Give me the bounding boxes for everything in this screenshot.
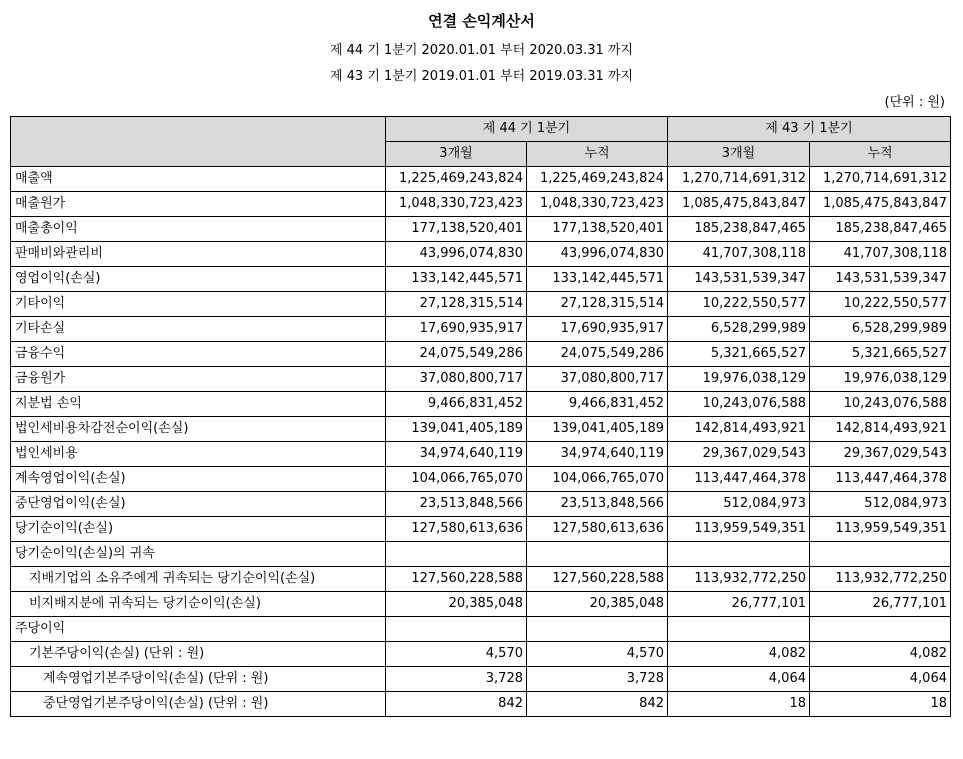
row-label: 주당이익: [11, 617, 386, 642]
value-cell: 1,270,714,691,312: [668, 167, 810, 192]
value-cell: 29,367,029,543: [810, 442, 951, 467]
value-cell: 127,560,228,588: [527, 567, 668, 592]
value-cell: 10,222,550,577: [668, 292, 810, 317]
row-label: 판매비와관리비: [11, 242, 386, 267]
current-cumulative-header: 누적: [527, 142, 668, 167]
value-cell: 10,243,076,588: [810, 392, 951, 417]
value-cell: 5,321,665,527: [810, 342, 951, 367]
table-row: [11, 617, 951, 642]
value-cell: 27,128,315,514: [386, 292, 527, 317]
value-cell: 113,932,772,250: [668, 567, 810, 592]
value-cell: 26,777,101: [668, 592, 810, 617]
unit-label: (단위 : 원): [884, 95, 945, 110]
row-label: 계속영업이익(손실): [11, 467, 386, 492]
prior-period-header: 제 43 기 1분기: [668, 117, 951, 142]
value-cell: 127,580,613,636: [527, 517, 668, 542]
row-label: 기본주당이익(손실) (단위 : 원): [11, 642, 386, 667]
value-cell: 1,085,475,843,847: [810, 192, 951, 217]
value-cell: 1,048,330,723,423: [527, 192, 668, 217]
value-cell: 43,996,074,830: [386, 242, 527, 267]
value-cell: 19,976,038,129: [668, 367, 810, 392]
value-cell: 3,728: [386, 667, 527, 692]
value-cell: [668, 542, 810, 567]
value-cell: 113,932,772,250: [810, 567, 951, 592]
value-cell: 139,041,405,189: [386, 417, 527, 442]
row-label: 지분법 손익: [11, 392, 386, 417]
value-cell: 127,580,613,636: [386, 517, 527, 542]
value-cell: 104,066,765,070: [527, 467, 668, 492]
row-label: 영업이익(손실): [11, 267, 386, 292]
value-cell: 6,528,299,989: [668, 317, 810, 342]
table-row: [11, 567, 951, 592]
value-cell: [668, 617, 810, 642]
table-row: [11, 642, 951, 667]
row-label: 금융원가: [11, 367, 386, 392]
value-cell: 18: [810, 692, 951, 717]
value-cell: 6,528,299,989: [810, 317, 951, 342]
value-cell: 1,270,714,691,312: [810, 167, 951, 192]
value-cell: 512,084,973: [810, 492, 951, 517]
table-row: [11, 242, 951, 267]
prior-period-text: 제 43 기 1분기 2019.01.01 부터 2019.03.31 까지: [329, 69, 634, 84]
value-cell: 34,974,640,119: [527, 442, 668, 467]
table-row: [11, 167, 951, 192]
value-cell: 4,570: [386, 642, 527, 667]
value-cell: [527, 617, 668, 642]
row-label: 중단영업기본주당이익(손실) (단위 : 원): [11, 692, 386, 717]
value-cell: 20,385,048: [386, 592, 527, 617]
value-cell: 19,976,038,129: [810, 367, 951, 392]
value-cell: 24,075,549,286: [527, 342, 668, 367]
value-cell: 9,466,831,452: [527, 392, 668, 417]
table-row: [11, 367, 951, 392]
value-cell: 41,707,308,118: [668, 242, 810, 267]
value-cell: [386, 542, 527, 567]
row-label: 매출원가: [11, 192, 386, 217]
value-cell: 143,531,539,347: [668, 267, 810, 292]
value-cell: 133,142,445,571: [527, 267, 668, 292]
table-row: [11, 392, 951, 417]
value-cell: 185,238,847,465: [810, 217, 951, 242]
value-cell: 133,142,445,571: [386, 267, 527, 292]
table-row: [11, 192, 951, 217]
row-label: 당기순이익(손실): [11, 517, 386, 542]
row-label: 법인세비용차감전순이익(손실): [11, 417, 386, 442]
table-row: [11, 492, 951, 517]
value-cell: 43,996,074,830: [527, 242, 668, 267]
statement-title: 연결 손익계산서: [428, 12, 535, 30]
value-cell: 1,048,330,723,423: [386, 192, 527, 217]
value-cell: 18: [668, 692, 810, 717]
current-3month-header: 3개월: [386, 142, 527, 167]
value-cell: [386, 617, 527, 642]
value-cell: 23,513,848,566: [386, 492, 527, 517]
value-cell: 185,238,847,465: [668, 217, 810, 242]
table-row: [11, 692, 951, 717]
value-cell: 113,447,464,378: [810, 467, 951, 492]
table-row: [11, 317, 951, 342]
table-row: [11, 417, 951, 442]
value-cell: 3,728: [527, 667, 668, 692]
row-label: 지배기업의 소유주에게 귀속되는 당기순이익(손실): [11, 567, 386, 592]
value-cell: 23,513,848,566: [527, 492, 668, 517]
row-label: 매출총이익: [11, 217, 386, 242]
value-cell: 113,447,464,378: [668, 467, 810, 492]
value-cell: 4,064: [668, 667, 810, 692]
value-cell: 17,690,935,917: [386, 317, 527, 342]
value-cell: 24,075,549,286: [386, 342, 527, 367]
value-cell: 4,082: [668, 642, 810, 667]
value-cell: 10,243,076,588: [668, 392, 810, 417]
value-cell: 143,531,539,347: [810, 267, 951, 292]
value-cell: 113,959,549,351: [668, 517, 810, 542]
value-cell: 26,777,101: [810, 592, 951, 617]
value-cell: 842: [527, 692, 668, 717]
row-label: 기타손실: [11, 317, 386, 342]
value-cell: 20,385,048: [527, 592, 668, 617]
row-label: 매출액: [11, 167, 386, 192]
table-row: [11, 667, 951, 692]
value-cell: 1,085,475,843,847: [668, 192, 810, 217]
row-label: 계속영업기본주당이익(손실) (단위 : 원): [11, 667, 386, 692]
value-cell: 142,814,493,921: [668, 417, 810, 442]
value-cell: 41,707,308,118: [810, 242, 951, 267]
row-label: 기타이익: [11, 292, 386, 317]
group-header-row: [11, 117, 951, 142]
row-label: 법인세비용: [11, 442, 386, 467]
table-row: [11, 442, 951, 467]
prior-3month-header: 3개월: [668, 142, 810, 167]
value-cell: 104,066,765,070: [386, 467, 527, 492]
value-cell: 27,128,315,514: [527, 292, 668, 317]
value-cell: 177,138,520,401: [527, 217, 668, 242]
table-body: [11, 167, 951, 717]
current-period-header: 제 44 기 1분기: [386, 117, 668, 142]
row-label: 중단영업이익(손실): [11, 492, 386, 517]
value-cell: 29,367,029,543: [668, 442, 810, 467]
value-cell: 34,974,640,119: [386, 442, 527, 467]
value-cell: 37,080,800,717: [527, 367, 668, 392]
table-row: [11, 467, 951, 492]
table-row: [11, 592, 951, 617]
value-cell: 127,560,228,588: [386, 567, 527, 592]
value-cell: 10,222,550,577: [810, 292, 951, 317]
table-row: [11, 342, 951, 367]
current-period-text: 제 44 기 1분기 2020.01.01 부터 2020.03.31 까지: [329, 43, 634, 58]
value-cell: 113,959,549,351: [810, 517, 951, 542]
row-label: 당기순이익(손실)의 귀속: [11, 542, 386, 567]
value-cell: 1,225,469,243,824: [527, 167, 668, 192]
value-cell: [810, 542, 951, 567]
value-cell: 17,690,935,917: [527, 317, 668, 342]
value-cell: 139,041,405,189: [527, 417, 668, 442]
value-cell: 9,466,831,452: [386, 392, 527, 417]
table-row: [11, 267, 951, 292]
value-cell: 177,138,520,401: [386, 217, 527, 242]
row-label: 금융수익: [11, 342, 386, 367]
table-row: [11, 292, 951, 317]
value-cell: 4,064: [810, 667, 951, 692]
value-cell: 4,082: [810, 642, 951, 667]
value-cell: 142,814,493,921: [810, 417, 951, 442]
value-cell: 4,570: [527, 642, 668, 667]
value-cell: 37,080,800,717: [386, 367, 527, 392]
value-cell: [527, 542, 668, 567]
prior-cumulative-header: 누적: [810, 142, 951, 167]
value-cell: 1,225,469,243,824: [386, 167, 527, 192]
table-row: [11, 517, 951, 542]
table-row: [11, 542, 951, 567]
income-statement-table: [10, 116, 951, 717]
value-cell: 512,084,973: [668, 492, 810, 517]
value-cell: [810, 617, 951, 642]
value-cell: 5,321,665,527: [668, 342, 810, 367]
table-row: [11, 217, 951, 242]
value-cell: 842: [386, 692, 527, 717]
corner-header-cell: [11, 117, 386, 167]
row-label: 비지배지분에 귀속되는 당기순이익(손실): [11, 592, 386, 617]
